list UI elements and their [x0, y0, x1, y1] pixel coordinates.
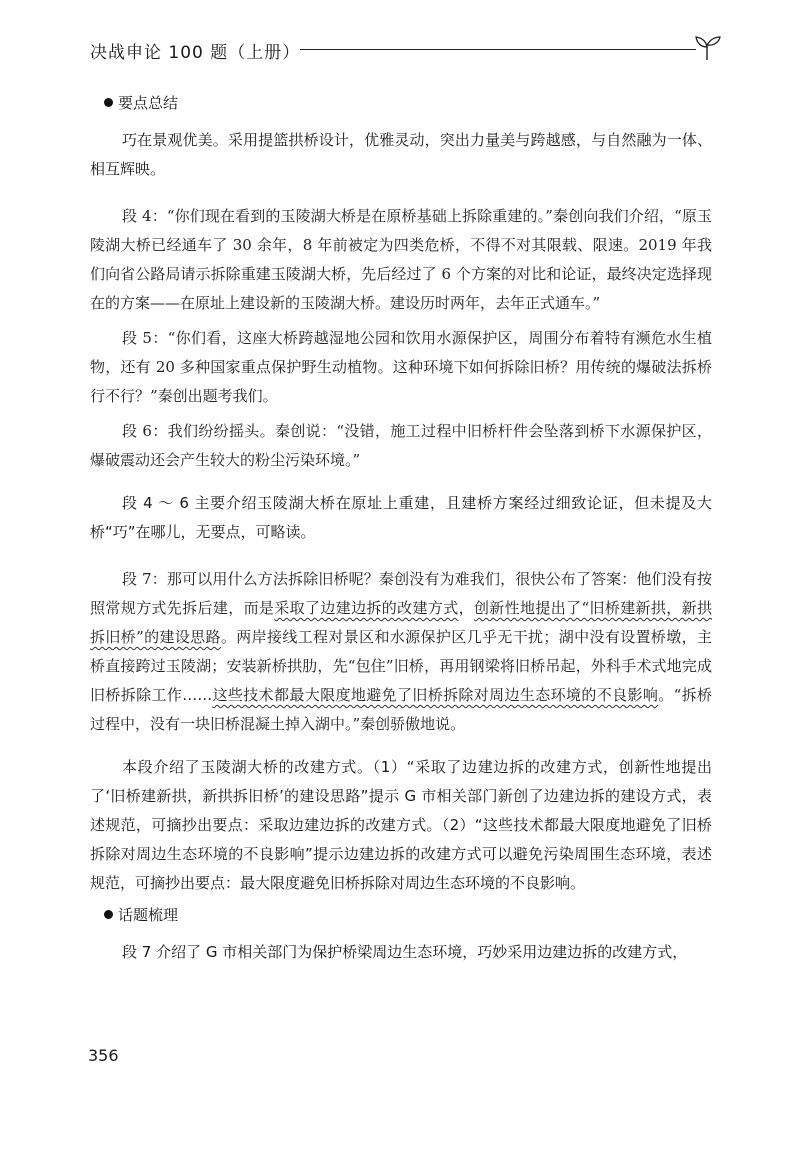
paragraph-5: 段 5：“你们看，这座大桥跨越湿地公园和饮用水源保护区，周围分布着特有濒危水生植物，还有 20 多种国家重点保护野生动植物。这种环境下如何拆除旧桥？用传统的爆破法拆桥行不行？”秦创出题考我们。 [90, 329, 712, 405]
paragraph-6: 段 6：我们纷纷摇头。秦创说：“没错，施工过程中旧桥杆件会坠落到桥下水源保护区，爆破震动还会产生较大的粉尘污染环境。” [90, 422, 712, 469]
analysis-paragraphs-4-6: 段 4 ～ 6 主要介绍玉陵湖大桥在原址上重建，且建桥方案经过细致论证，但未提及大桥“巧”在哪儿，无要点，可略读。 [90, 494, 712, 541]
topic-text: 段 7 介绍了 G 市相关部门为保护桥梁周边生态环境，巧妙采用边建边拆的改建方式， [122, 943, 688, 961]
header-rule [300, 49, 696, 50]
key-points-text: 巧在景观优美。采用提篮拱桥设计，优雅灵动，突出力量美与跨越感，与自然融为一体、相互辉映。 [90, 131, 712, 178]
topic-heading: 话题梳理 [104, 904, 712, 926]
paragraph-7: 段 7：那可以用什么方法拆除旧桥呢？秦创没有为难我们，很快公布了答案：他们没有按照常规方式先拆后建，而是采取了边建边拆的改建方式，创新性地提出了“旧桥建新拱，新拱拆旧桥”的建设思路。两岸接线工程对景区和水源保护区几乎无干扰；湖中没有设置桥墩，主桥直接跨过玉陵湖；安装新桥拱肋，先“包住”旧桥，再用钢梁将旧桥吊起，外科手术式地完成旧桥拆除工作……这些技术都最大限度地避免了旧桥拆除对周边生态环境的不良影响。“拆桥过程中，没有一块旧桥混凝土掉入湖中。”秦创骄傲地说。 [90, 570, 712, 733]
underlined-phrase: 采取了边建边拆的改建方式 [274, 599, 459, 617]
sprout-icon [692, 32, 722, 62]
key-points-heading: 要点总结 [104, 92, 712, 114]
underlined-phrase: 这些技术都最大限度地避免了旧桥拆除对周边生态环境的不良影响 [212, 686, 659, 704]
running-header [90, 34, 730, 64]
page-number: 356 [88, 1046, 119, 1065]
bullet-icon [104, 98, 113, 107]
underlined-phrase: 创新性地提出了“旧桥建新拱，新拱拆旧桥”的建设思路 [90, 599, 712, 646]
bullet-icon [104, 910, 113, 919]
paragraph-4: 段 4：“你们现在看到的玉陵湖大桥是在原桥基础上拆除重建的。”秦创向我们介绍，“原玉陵湖大桥已经通车了 30 余年，8 年前被定为四类危桥，不得不对其限载、限速。2019 年我们向省公路局请示拆除重建玉陵湖大桥，先后经过了 6 个方案的对比和论证，最终决定选择现在的方案——在原址上建设新的玉陵湖大桥。建设历时两年，去年正式通车。” [90, 207, 712, 312]
page-content [90, 92, 712, 985]
book-title: 决战申论 100 题（上册） [90, 43, 301, 63]
analysis-paragraph-7: 本段介绍了玉陵湖大桥的改建方式。（1）“采取了边建边拆的改建方式，创新性地提出了‘旧桥建新拱，新拱拆旧桥’的建设思路”提示 G 市相关部门新创了边建边拆的建设方式，表述规范，可摘抄出要点：采取边建边拆的改建方式。（2）“这些技术都最大限度地避免了旧桥拆除对周边生态环境的不良影响”提示边建边拆的改建方式可以避免污染周围生态环境，表述规范，可摘抄出要点：最大限度避免旧桥拆除对周边生态环境的不良影响。 [90, 758, 712, 892]
